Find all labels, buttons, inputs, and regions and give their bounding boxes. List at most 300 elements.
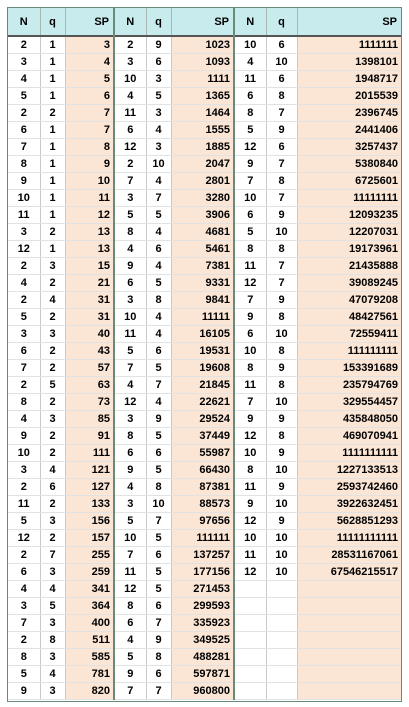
cell-sp-1: 4 (65, 54, 114, 71)
header-n-3: N (234, 8, 266, 36)
cell-n-2: 5 (114, 649, 146, 666)
cell-n-3: 4 (234, 54, 266, 71)
cell-sp-2: 299593 (171, 598, 234, 615)
cell-n-3: 5 (234, 224, 266, 241)
cell-n-3: 12 (234, 564, 266, 581)
cell-n-3: 12 (234, 139, 266, 156)
cell-n-2: 4 (114, 241, 146, 258)
table-row (8, 649, 401, 666)
table-row (8, 428, 401, 445)
cell-sp-1: 31 (65, 309, 114, 326)
cell-q-2: 5 (146, 360, 171, 377)
cell-q-1: 1 (40, 88, 65, 105)
cell-n-2: 4 (114, 377, 146, 394)
cell-n-2: 11 (114, 105, 146, 122)
cell-n-2: 3 (114, 411, 146, 428)
cell-n-3: 8 (234, 462, 266, 479)
cell-n-3: 11 (234, 479, 266, 496)
cell-q-2: 7 (146, 513, 171, 530)
cell-n-3: 12 (234, 428, 266, 445)
cell-sp-2: 137257 (171, 547, 234, 564)
cell-sp-2: 1464 (171, 105, 234, 122)
cell-n-3: 10 (234, 530, 266, 547)
cell-sp-1: 364 (65, 598, 114, 615)
cell-sp-3: 11111111111 (297, 530, 401, 547)
cell-sp-3 (297, 649, 401, 666)
table-row (8, 173, 401, 190)
cell-n-1: 8 (8, 649, 40, 666)
cell-sp-1: 820 (65, 683, 114, 700)
cell-n-2: 5 (114, 513, 146, 530)
cell-q-2: 6 (146, 241, 171, 258)
cell-n-1: 7 (8, 360, 40, 377)
table-row (8, 564, 401, 581)
cell-q-2: 6 (146, 445, 171, 462)
cell-n-3: 6 (234, 88, 266, 105)
cell-sp-1: 5 (65, 71, 114, 88)
cell-sp-1: 121 (65, 462, 114, 479)
cell-n-1: 7 (8, 615, 40, 632)
cell-sp-3: 72559411 (297, 326, 401, 343)
cell-sp-1: 63 (65, 377, 114, 394)
cell-sp-1: 15 (65, 258, 114, 275)
cell-q-2: 5 (146, 207, 171, 224)
cell-n-3: 9 (234, 156, 266, 173)
cell-sp-3: 21435888 (297, 258, 401, 275)
table-row (8, 530, 401, 547)
cell-n-1: 6 (8, 564, 40, 581)
cell-q-1: 2 (40, 309, 65, 326)
cell-sp-1: 259 (65, 564, 114, 581)
cell-q-1: 7 (40, 547, 65, 564)
cell-sp-2: 7381 (171, 258, 234, 275)
table-row (8, 207, 401, 224)
cell-n-1: 9 (8, 428, 40, 445)
cell-n-2: 4 (114, 632, 146, 649)
cell-sp-1: 57 (65, 360, 114, 377)
cell-q-3: 7 (266, 105, 297, 122)
cell-sp-2: 1885 (171, 139, 234, 156)
table-row (8, 309, 401, 326)
cell-n-1: 2 (8, 36, 40, 54)
cell-n-1: 6 (8, 343, 40, 360)
cell-n-2: 6 (114, 275, 146, 292)
cell-n-3: 11 (234, 71, 266, 88)
cell-n-1: 8 (8, 394, 40, 411)
cell-q-2: 5 (146, 275, 171, 292)
cell-q-3: 8 (266, 173, 297, 190)
table-row (8, 343, 401, 360)
cell-n-1: 4 (8, 581, 40, 598)
cell-sp-1: 12 (65, 207, 114, 224)
table-row (8, 156, 401, 173)
table-row (8, 547, 401, 564)
cell-n-1: 2 (8, 547, 40, 564)
cell-n-3: 9 (234, 309, 266, 326)
cell-q-3: 10 (266, 54, 297, 71)
cell-q-2: 4 (146, 224, 171, 241)
cell-n-1: 3 (8, 224, 40, 241)
cell-q-2: 4 (146, 394, 171, 411)
cell-q-2: 9 (146, 411, 171, 428)
cell-q-1: 2 (40, 224, 65, 241)
cell-n-1: 10 (8, 445, 40, 462)
table-row (8, 54, 401, 71)
cell-sp-1: 133 (65, 496, 114, 513)
cell-n-1: 3 (8, 598, 40, 615)
cell-n-3: 9 (234, 411, 266, 428)
cell-n-3: 6 (234, 326, 266, 343)
cell-sp-1: 400 (65, 615, 114, 632)
cell-n-1: 4 (8, 411, 40, 428)
cell-n-2: 6 (114, 445, 146, 462)
cell-sp-1: 511 (65, 632, 114, 649)
cell-n-1: 10 (8, 190, 40, 207)
cell-q-1: 2 (40, 428, 65, 445)
cell-n-2: 7 (114, 547, 146, 564)
header-sp-3: SP (297, 8, 401, 36)
table-row (8, 139, 401, 156)
cell-sp-2: 19531 (171, 343, 234, 360)
cell-q-3: 9 (266, 445, 297, 462)
cell-sp-3: 47079208 (297, 292, 401, 309)
cell-sp-2: 271453 (171, 581, 234, 598)
cell-n-2: 9 (114, 666, 146, 683)
cell-n-3: 10 (234, 445, 266, 462)
cell-q-3: 10 (266, 462, 297, 479)
cell-q-1: 2 (40, 360, 65, 377)
cell-sp-2: 97656 (171, 513, 234, 530)
cell-sp-2: 5461 (171, 241, 234, 258)
cell-q-1: 1 (40, 190, 65, 207)
table-row (8, 683, 401, 700)
cell-n-2: 8 (114, 224, 146, 241)
cell-n-3: 6 (234, 207, 266, 224)
cell-n-3 (234, 683, 266, 700)
cell-n-2: 11 (114, 326, 146, 343)
cell-q-1: 2 (40, 105, 65, 122)
cell-sp-1: 6 (65, 88, 114, 105)
cell-sp-3: 12207031 (297, 224, 401, 241)
cell-n-2: 10 (114, 309, 146, 326)
cell-sp-2: 55987 (171, 445, 234, 462)
table-row (8, 496, 401, 513)
cell-q-3: 8 (266, 88, 297, 105)
cell-q-1: 2 (40, 496, 65, 513)
cell-sp-1: 43 (65, 343, 114, 360)
table-row (8, 275, 401, 292)
cell-sp-2: 19608 (171, 360, 234, 377)
cell-q-3: 8 (266, 343, 297, 360)
cell-q-2: 5 (146, 581, 171, 598)
cell-q-2: 6 (146, 54, 171, 71)
table-row (8, 360, 401, 377)
table-row (8, 326, 401, 343)
header-sp-2: SP (171, 8, 234, 36)
cell-n-1: 6 (8, 122, 40, 139)
cell-n-2: 10 (114, 530, 146, 547)
cell-sp-3: 11111111 (297, 190, 401, 207)
cell-q-2: 8 (146, 292, 171, 309)
cell-q-1: 4 (40, 581, 65, 598)
cell-sp-3: 1227133513 (297, 462, 401, 479)
cell-sp-1: 7 (65, 122, 114, 139)
header-sp-1: SP (65, 8, 114, 36)
cell-n-1: 12 (8, 241, 40, 258)
cell-n-2: 9 (114, 462, 146, 479)
cell-n-1: 5 (8, 309, 40, 326)
cell-n-3: 7 (234, 173, 266, 190)
cell-q-3: 6 (266, 36, 297, 54)
cell-sp-2: 88573 (171, 496, 234, 513)
cell-q-1: 2 (40, 530, 65, 547)
cell-sp-3: 1111111111 (297, 445, 401, 462)
cell-q-3: 8 (266, 428, 297, 445)
cell-q-2: 6 (146, 598, 171, 615)
cell-q-3: 9 (266, 122, 297, 139)
cell-n-2: 3 (114, 54, 146, 71)
cell-n-1: 2 (8, 258, 40, 275)
cell-n-2: 6 (114, 122, 146, 139)
cell-sp-1: 157 (65, 530, 114, 547)
cell-n-1: 5 (8, 666, 40, 683)
cell-sp-2: 1093 (171, 54, 234, 71)
table-row (8, 241, 401, 258)
cell-q-1: 3 (40, 683, 65, 700)
cell-n-1: 11 (8, 496, 40, 513)
cell-sp-3: 12093235 (297, 207, 401, 224)
cell-q-3: 7 (266, 275, 297, 292)
cell-sp-2: 1023 (171, 36, 234, 54)
cell-sp-2: 11111 (171, 309, 234, 326)
cell-sp-2: 37449 (171, 428, 234, 445)
table-row (8, 598, 401, 615)
cell-sp-1: 156 (65, 513, 114, 530)
cell-q-1: 2 (40, 445, 65, 462)
cell-q-2: 8 (146, 479, 171, 496)
cell-q-1: 1 (40, 36, 65, 54)
cell-sp-2: 960800 (171, 683, 234, 700)
cell-sp-3: 435848050 (297, 411, 401, 428)
cell-q-2: 4 (146, 309, 171, 326)
cell-n-3: 7 (234, 292, 266, 309)
cell-sp-2: 3906 (171, 207, 234, 224)
cell-n-2: 8 (114, 598, 146, 615)
cell-sp-1: 3 (65, 36, 114, 54)
table-row (8, 479, 401, 496)
cell-sp-1: 91 (65, 428, 114, 445)
cell-sp-2: 335923 (171, 615, 234, 632)
cell-sp-2: 597871 (171, 666, 234, 683)
cell-sp-1: 73 (65, 394, 114, 411)
cell-sp-3: 329554457 (297, 394, 401, 411)
cell-n-3: 11 (234, 547, 266, 564)
cell-q-3: 9 (266, 479, 297, 496)
cell-q-1: 3 (40, 564, 65, 581)
cell-sp-2: 2801 (171, 173, 234, 190)
cell-n-1: 9 (8, 173, 40, 190)
cell-q-2: 6 (146, 666, 171, 683)
cell-n-3 (234, 649, 266, 666)
cell-q-3: 9 (266, 513, 297, 530)
cell-n-2: 12 (114, 394, 146, 411)
cell-sp-1: 85 (65, 411, 114, 428)
cell-q-3: 7 (266, 190, 297, 207)
cell-q-2: 5 (146, 428, 171, 445)
cell-n-3 (234, 598, 266, 615)
table-row (8, 36, 401, 54)
data-table (8, 8, 401, 700)
cell-q-3 (266, 581, 297, 598)
cell-n-1: 2 (8, 479, 40, 496)
cell-sp-2: 177156 (171, 564, 234, 581)
cell-sp-1: 7 (65, 105, 114, 122)
cell-sp-1: 781 (65, 666, 114, 683)
cell-n-2: 11 (114, 564, 146, 581)
cell-sp-1: 13 (65, 224, 114, 241)
table-row (8, 224, 401, 241)
cell-sp-3: 5380840 (297, 156, 401, 173)
table-row (8, 258, 401, 275)
cell-n-1: 5 (8, 513, 40, 530)
cell-n-2: 3 (114, 190, 146, 207)
cell-sp-1: 127 (65, 479, 114, 496)
cell-q-1: 3 (40, 411, 65, 428)
cell-sp-3 (297, 683, 401, 700)
cell-sp-2: 9841 (171, 292, 234, 309)
cell-q-2: 10 (146, 496, 171, 513)
cell-q-2: 4 (146, 326, 171, 343)
cell-n-2: 3 (114, 496, 146, 513)
cell-sp-3: 1111111 (297, 36, 401, 54)
table-row (8, 513, 401, 530)
cell-q-2: 4 (146, 258, 171, 275)
cell-sp-3: 469070941 (297, 428, 401, 445)
table-row (8, 190, 401, 207)
cell-q-1: 3 (40, 513, 65, 530)
header-q-1: q (40, 8, 65, 36)
cell-n-2: 7 (114, 360, 146, 377)
cell-sp-2: 66430 (171, 462, 234, 479)
cell-sp-1: 31 (65, 292, 114, 309)
cell-q-2: 4 (146, 173, 171, 190)
cell-q-1: 5 (40, 377, 65, 394)
cell-q-3: 8 (266, 309, 297, 326)
cell-n-3: 5 (234, 122, 266, 139)
table-row (8, 292, 401, 309)
cell-sp-3: 235794769 (297, 377, 401, 394)
cell-sp-3: 2441406 (297, 122, 401, 139)
cell-q-3: 10 (266, 564, 297, 581)
cell-sp-3: 2593742460 (297, 479, 401, 496)
cell-sp-1: 9 (65, 156, 114, 173)
cell-n-3: 7 (234, 394, 266, 411)
cell-q-1: 5 (40, 598, 65, 615)
cell-q-2: 7 (146, 683, 171, 700)
cell-sp-2: 16105 (171, 326, 234, 343)
cell-sp-2: 87381 (171, 479, 234, 496)
cell-q-3 (266, 666, 297, 683)
cell-sp-1: 341 (65, 581, 114, 598)
cell-n-1: 5 (8, 88, 40, 105)
cell-sp-3: 6725601 (297, 173, 401, 190)
cell-q-1: 3 (40, 326, 65, 343)
spreadsheet (7, 7, 402, 702)
cell-sp-2: 111111 (171, 530, 234, 547)
cell-sp-1: 10 (65, 173, 114, 190)
cell-n-3 (234, 666, 266, 683)
cell-n-1: 2 (8, 292, 40, 309)
table-row (8, 462, 401, 479)
cell-q-1: 4 (40, 292, 65, 309)
cell-q-3: 8 (266, 377, 297, 394)
cell-sp-2: 2047 (171, 156, 234, 173)
cell-n-1: 2 (8, 377, 40, 394)
cell-q-1: 3 (40, 615, 65, 632)
table-row (8, 615, 401, 632)
cell-q-1: 1 (40, 173, 65, 190)
cell-q-3: 7 (266, 156, 297, 173)
cell-q-3: 9 (266, 207, 297, 224)
cell-n-1: 3 (8, 326, 40, 343)
cell-n-3 (234, 615, 266, 632)
cell-q-3: 10 (266, 394, 297, 411)
cell-sp-3: 5628851293 (297, 513, 401, 530)
cell-q-3: 7 (266, 258, 297, 275)
cell-n-2: 6 (114, 615, 146, 632)
cell-n-1: 4 (8, 275, 40, 292)
cell-q-2: 9 (146, 632, 171, 649)
cell-sp-2: 21845 (171, 377, 234, 394)
cell-sp-3: 3257437 (297, 139, 401, 156)
cell-n-1: 4 (8, 71, 40, 88)
cell-q-3: 10 (266, 224, 297, 241)
cell-q-1: 3 (40, 649, 65, 666)
cell-n-3: 12 (234, 275, 266, 292)
cell-sp-3: 28531167061 (297, 547, 401, 564)
cell-q-3 (266, 598, 297, 615)
cell-n-1: 3 (8, 54, 40, 71)
cell-sp-3 (297, 632, 401, 649)
cell-q-2: 7 (146, 377, 171, 394)
cell-q-3: 10 (266, 326, 297, 343)
table-row (8, 666, 401, 683)
cell-sp-3: 39089245 (297, 275, 401, 292)
table-row (8, 71, 401, 88)
cell-sp-2: 9331 (171, 275, 234, 292)
cell-n-2: 2 (114, 156, 146, 173)
cell-q-1: 2 (40, 394, 65, 411)
cell-n-3 (234, 632, 266, 649)
cell-q-2: 5 (146, 88, 171, 105)
cell-n-2: 8 (114, 428, 146, 445)
cell-n-2: 7 (114, 173, 146, 190)
cell-sp-3: 1948717 (297, 71, 401, 88)
cell-q-1: 6 (40, 479, 65, 496)
cell-n-2: 4 (114, 479, 146, 496)
cell-n-3: 10 (234, 343, 266, 360)
cell-n-3: 10 (234, 190, 266, 207)
cell-n-2: 2 (114, 36, 146, 54)
cell-n-1: 2 (8, 105, 40, 122)
cell-q-2: 5 (146, 530, 171, 547)
cell-q-2: 5 (146, 564, 171, 581)
cell-sp-1: 8 (65, 139, 114, 156)
table-row (8, 377, 401, 394)
cell-sp-3 (297, 615, 401, 632)
cell-q-1: 2 (40, 343, 65, 360)
cell-sp-3: 3922632451 (297, 496, 401, 513)
